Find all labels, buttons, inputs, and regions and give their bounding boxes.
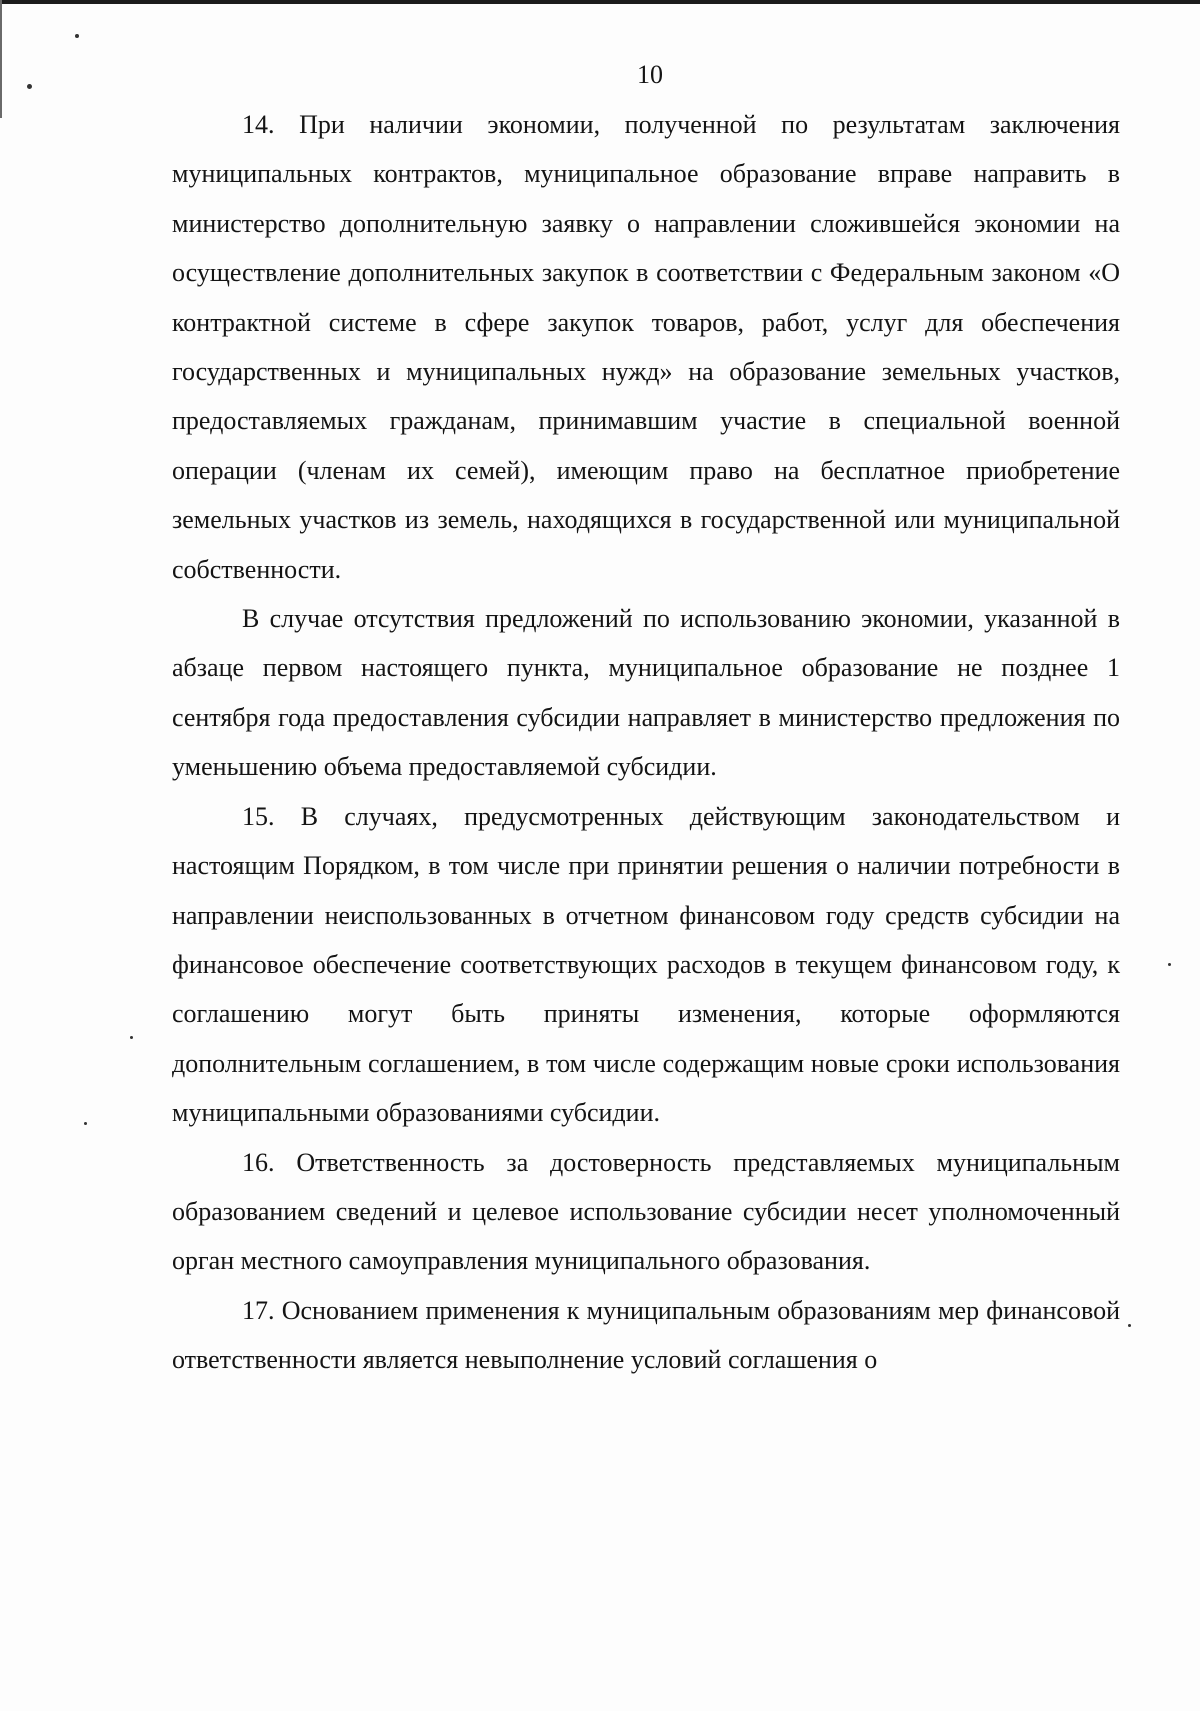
document-body: [172, 100, 1120, 1385]
paragraph-14-second: В случае отсутствия предложений по использованию экономии, указанной в абзаце первом настоящего пункта, муниципальное образование не позднее 1 сентября года предоставления субсидии направляет в министерство предложения по уменьшению объема предоставляемой субсидии.: [172, 604, 1120, 782]
scan-speck: [1128, 1324, 1131, 1327]
page-number: 10: [637, 60, 663, 89]
scan-speck: [75, 34, 79, 38]
paragraph-16: 16. Ответственность за достоверность представляемых муниципальным образованием сведений и целевое использование субсидии несет уполномоченный орган местного самоуправления муниципального образования.: [172, 1147, 1120, 1276]
paragraph-15: 15. В случаях, предусмотренных действующим законодательством и настоящим Порядком, в том числе при принятии решения о наличии потребности в направлении неиспользованных в отчетном финансовом году средств субсидии на финансовое обеспечение соответствующих расходов в текущем финансовом году, к соглашению могут быть приняты изменения, которые оформляются дополнительным соглашением, в том числе содержащим новые сроки использования муниципальными образованиями субсидии.: [172, 801, 1120, 1128]
scan-speck: [1168, 963, 1171, 966]
scan-top-border: [0, 0, 1200, 4]
scan-speck: [130, 1036, 133, 1039]
scan-left-border: [0, 0, 2, 118]
paragraph-14: 14. При наличии экономии, полученной по результатам заключения муниципальных контрактов, муниципальное образование вправе направить в министерство дополнительную заявку о направлении сложившейся экономии на осуществление дополнительных закупок в соответствии с Федеральным законом «О контрактной системе в сфере закупок товаров, работ, услуг для обеспечения государственных и муниципальных нужд» на образование земельных участков, предоставляемых гражданам, принимавшим участие в специальной военной операции (членам их семей), имеющим право на бесплатное приобретение земельных участков из земель, находящихся в государственной или муниципальной собственности.: [172, 110, 1120, 584]
paragraph-17: 17. Основанием применения к муниципальным образованиям мер финансовой ответственности является невыполнение условий соглашения о: [172, 1295, 1120, 1375]
scan-speck: [84, 1122, 87, 1125]
